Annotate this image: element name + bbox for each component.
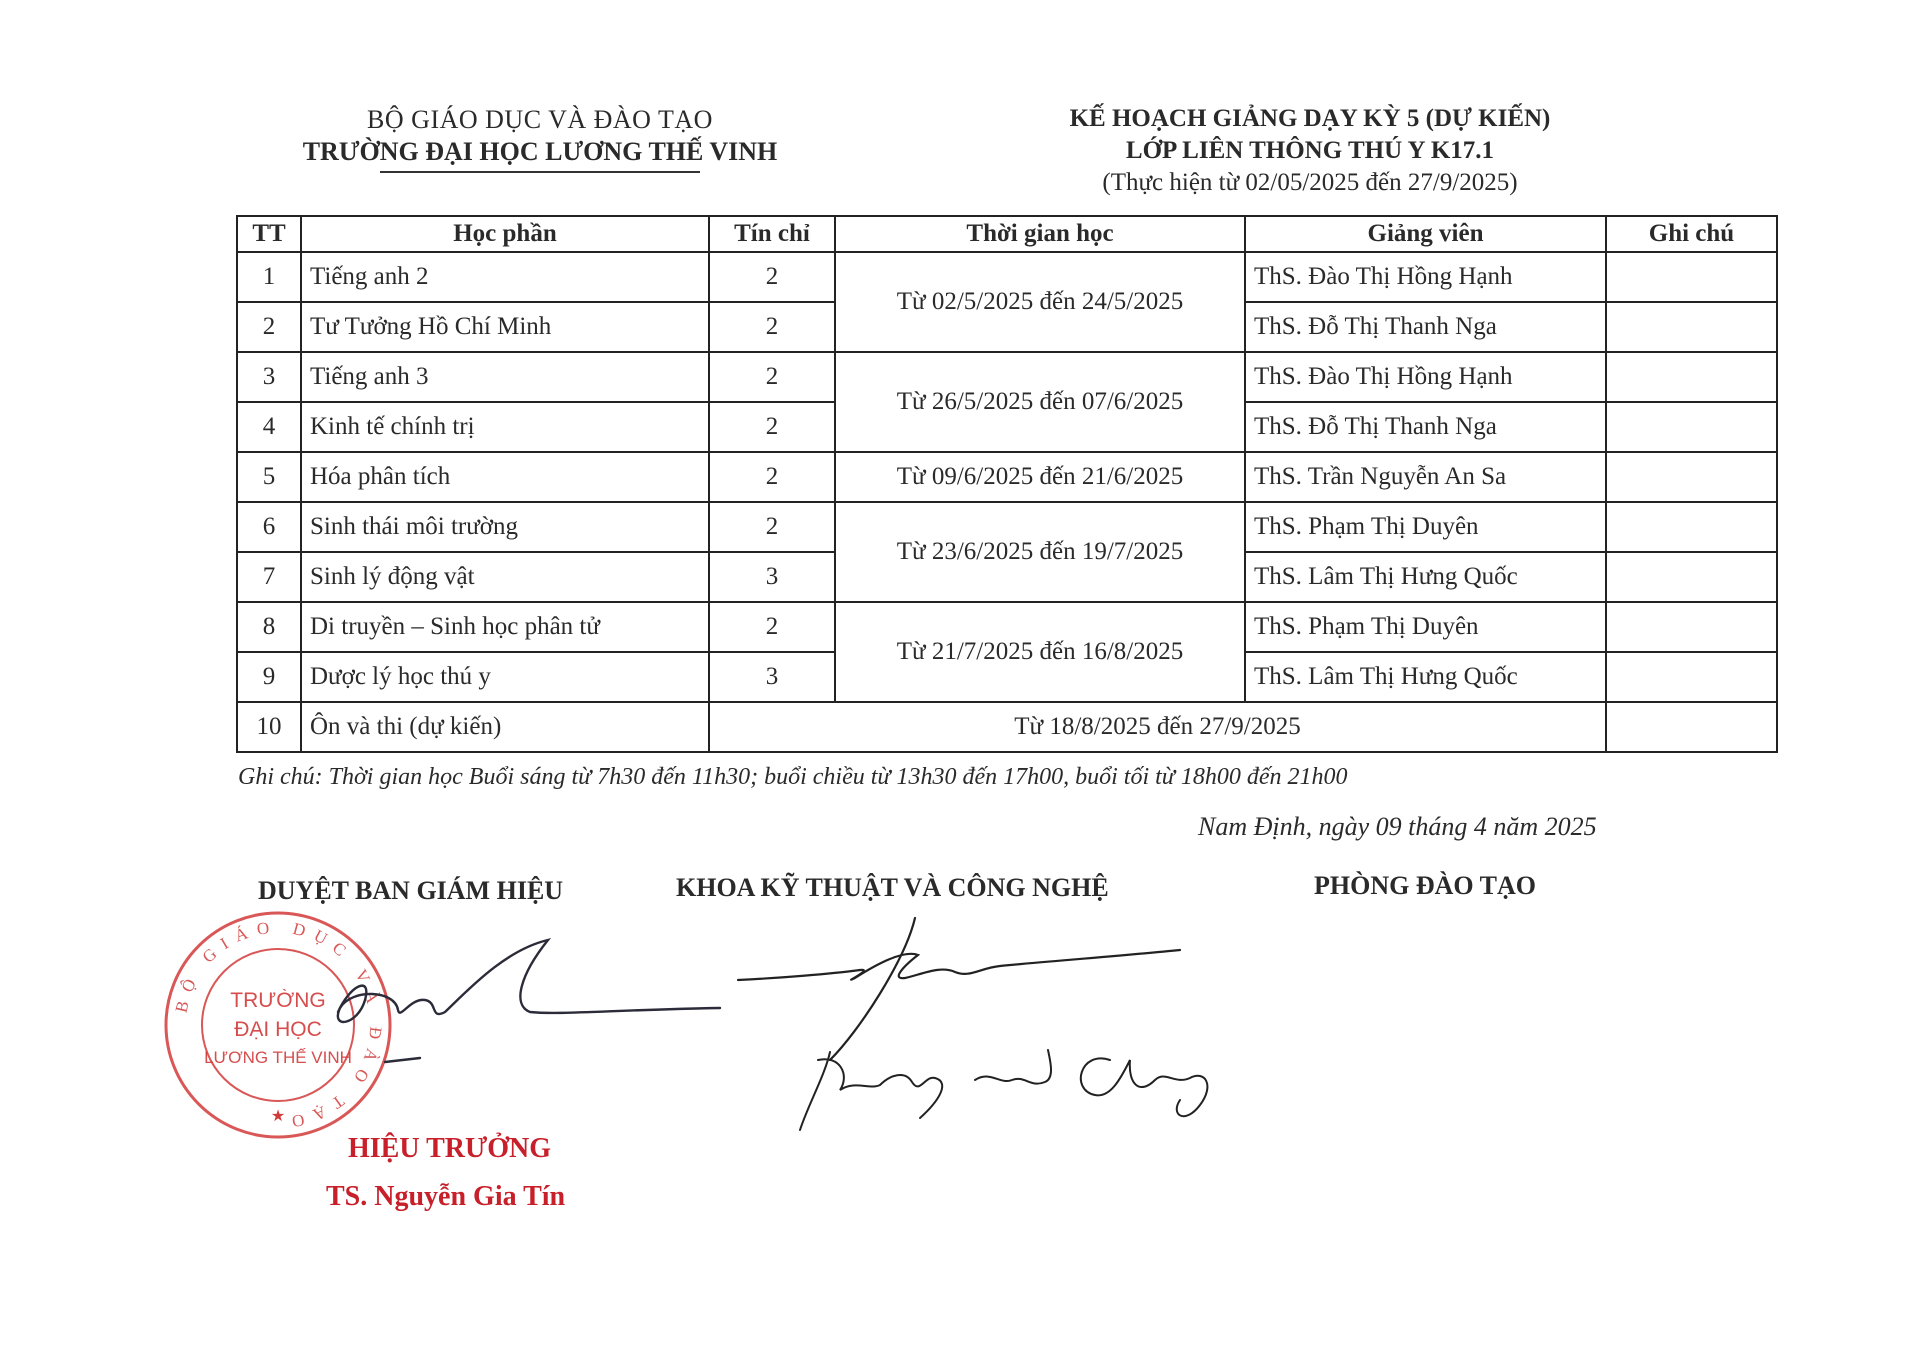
rector-name: TS. Nguyễn Gia Tín <box>326 1181 566 1212</box>
ministry-name: BỘ GIÁO DỤC VÀ ĐÀO TẠO <box>367 105 713 134</box>
row-tt: 4 <box>237 402 301 452</box>
row-note <box>1606 302 1777 352</box>
row-note <box>1606 552 1777 602</box>
row-credits: 3 <box>709 652 835 702</box>
table-row <box>237 352 1777 402</box>
row-tt: 8 <box>237 602 301 652</box>
seal-line3: LƯƠNG THẾ VINH <box>204 1048 352 1067</box>
row-subject: Sinh thái môi trường <box>301 502 709 552</box>
university-seal <box>158 905 398 1145</box>
plan-title: KẾ HOẠCH GIẢNG DẠY KỲ 5 (DỰ KIẾN) <box>1069 105 1551 132</box>
schedule-note: Ghi chú: Thời gian học Buổi sáng từ 7h30 đến 11h30; buổi chiều từ 13h30 đến 17h00, buổi tối từ 18h00 đến 21h00 <box>238 764 1348 790</box>
row-tt: 7 <box>237 552 301 602</box>
row-time: Từ 26/5/2025 đến 07/6/2025 <box>835 352 1245 452</box>
col-header-time: Thời gian học <box>835 216 1245 252</box>
col-header-subject: Học phần <box>301 216 709 252</box>
row-tt: 2 <box>237 302 301 352</box>
row-subject: Sinh lý động vật <box>301 552 709 602</box>
row-note <box>1606 602 1777 652</box>
row-credits: 2 <box>709 302 835 352</box>
rector-title: HIỆU TRƯỞNG <box>348 1133 552 1164</box>
table-header-row <box>237 216 1777 252</box>
row-lecturer: ThS. Lâm Thị Hưng Quốc <box>1245 552 1606 602</box>
plan-period: (Thực hiện từ 02/05/2025 đến 27/9/2025) <box>1102 169 1518 196</box>
row-subject: Ôn và thi (dự kiến) <box>301 702 709 752</box>
issuer-block <box>240 105 840 173</box>
row-credits: 2 <box>709 502 835 552</box>
row-time: Từ 23/6/2025 đến 19/7/2025 <box>835 502 1245 602</box>
row-note <box>1606 452 1777 502</box>
seal-star-icon: ★ <box>270 1106 286 1125</box>
row-note <box>1606 252 1777 302</box>
row-note <box>1606 352 1777 402</box>
row-lecturer: ThS. Đỗ Thị Thanh Nga <box>1245 402 1606 452</box>
seal-line1: TRƯỜNG <box>230 989 326 1012</box>
row-credits: 2 <box>709 602 835 652</box>
row-credits: 2 <box>709 252 835 302</box>
row-tt: 10 <box>237 702 301 752</box>
row-time: Từ 02/5/2025 đến 24/5/2025 <box>835 252 1245 352</box>
university-name: TRƯỜNG ĐẠI HỌC LƯƠNG THẾ VINH <box>302 137 778 166</box>
table-row <box>237 702 1777 752</box>
row-subject: Tư Tưởng Hồ Chí Minh <box>301 302 709 352</box>
row-tt: 1 <box>237 252 301 302</box>
seal-line2: ĐẠI HỌC <box>234 1018 322 1041</box>
row-tt: 5 <box>237 452 301 502</box>
col-header-credits: Tín chỉ <box>709 216 835 252</box>
row-credits: 2 <box>709 452 835 502</box>
col-header-note: Ghi chú <box>1606 216 1777 252</box>
col-header-lecturer: Giảng viên <box>1245 216 1606 252</box>
row-note <box>1606 652 1777 702</box>
row-credits: 2 <box>709 402 835 452</box>
row-note <box>1606 402 1777 452</box>
row-subject: Di truyền – Sinh học phân tử <box>301 602 709 652</box>
row-lecturer: ThS. Đỗ Thị Thanh Nga <box>1245 302 1606 352</box>
faculty-title: KHOA KỸ THUẬT VÀ CÔNG NGHỆ <box>676 873 1109 902</box>
row-credits: 2 <box>709 352 835 402</box>
place-date: Nam Định, ngày 09 tháng 4 năm 2025 <box>1198 812 1597 841</box>
training-office-title: PHÒNG ĐÀO TẠO <box>1314 871 1536 900</box>
table-row <box>237 252 1777 302</box>
table-row <box>237 502 1777 552</box>
row-tt: 6 <box>237 502 301 552</box>
row-note <box>1606 702 1777 752</box>
row-credits: 3 <box>709 552 835 602</box>
row-lecturer: ThS. Trần Nguyễn An Sa <box>1245 452 1606 502</box>
row-time: Từ 18/8/2025 đến 27/9/2025 <box>709 702 1606 752</box>
plan-title-block <box>990 103 1630 199</box>
row-subject: Hóa phân tích <box>301 452 709 502</box>
row-tt: 3 <box>237 352 301 402</box>
row-lecturer: ThS. Lâm Thị Hưng Quốc <box>1245 652 1606 702</box>
row-subject: Kinh tế chính trị <box>301 402 709 452</box>
col-header-tt: TT <box>237 216 301 252</box>
row-note <box>1606 502 1777 552</box>
seal-ring-text: BỘ GIÁO DỤC VÀ ĐÀO TẠO <box>171 917 386 1133</box>
row-time: Từ 09/6/2025 đến 21/6/2025 <box>835 452 1245 502</box>
table-row <box>237 602 1777 652</box>
row-subject: Tiếng anh 3 <box>301 352 709 402</box>
schedule-table <box>236 215 1778 753</box>
class-name: LỚP LIÊN THÔNG THÚ Y K17.1 <box>1125 137 1495 164</box>
board-approval-title: DUYỆT BAN GIÁM HIỆU <box>258 876 564 905</box>
header-underline <box>380 171 700 173</box>
row-subject: Tiếng anh 2 <box>301 252 709 302</box>
row-lecturer: ThS. Phạm Thị Duyên <box>1245 602 1606 652</box>
row-tt: 9 <box>237 652 301 702</box>
row-lecturer: ThS. Đào Thị Hồng Hạnh <box>1245 252 1606 302</box>
row-time: Từ 21/7/2025 đến 16/8/2025 <box>835 602 1245 702</box>
table-row <box>237 452 1777 502</box>
row-lecturer: ThS. Đào Thị Hồng Hạnh <box>1245 352 1606 402</box>
row-lecturer: ThS. Phạm Thị Duyên <box>1245 502 1606 552</box>
row-subject: Dược lý học thú y <box>301 652 709 702</box>
